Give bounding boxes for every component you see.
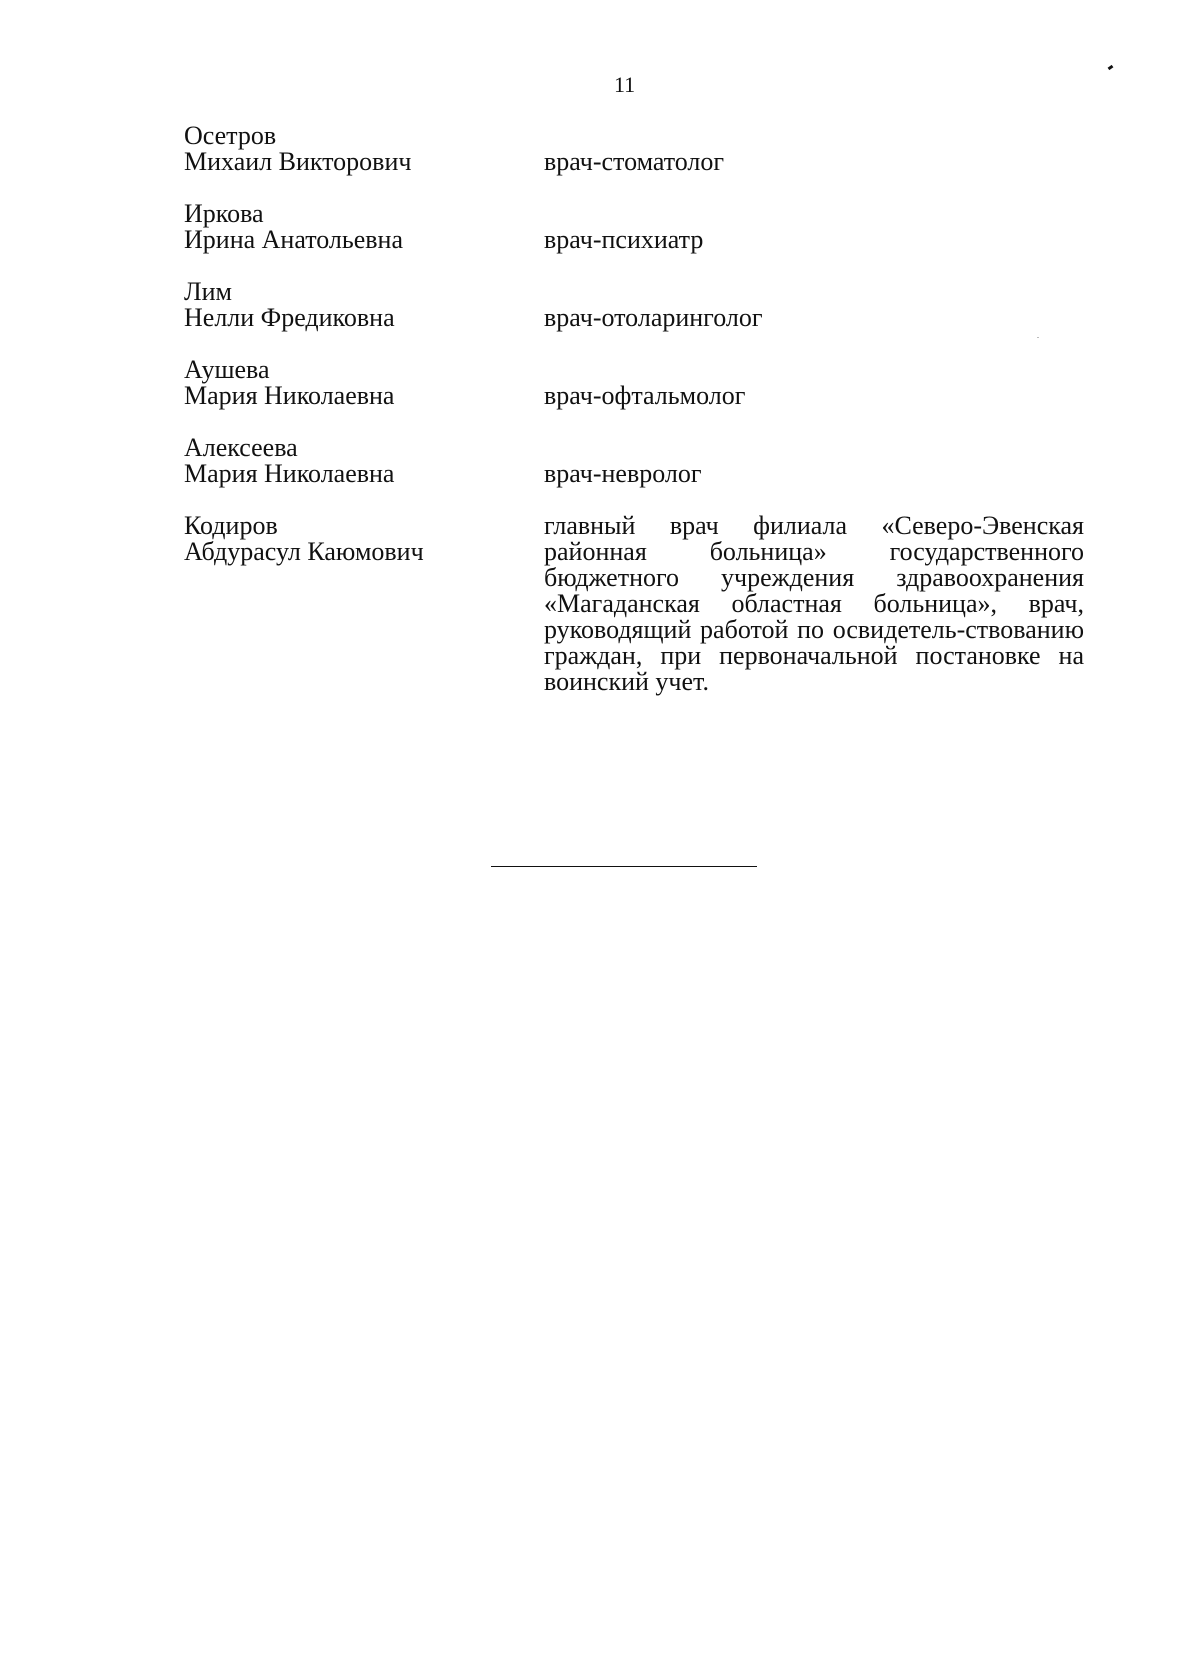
member-role: врач-психиатр	[544, 225, 704, 254]
member-name	[184, 357, 514, 409]
member-name	[184, 279, 514, 331]
member-surname: Алексеева	[184, 433, 298, 462]
member-given-names: Ирина Анатольевна	[184, 225, 403, 254]
member-role: главный врач филиала «Северо-Эвенская районная больница» государственного бюджетного учреждения здравоохранения «Магаданская областная больница», врач, руководящий работой по освидетель-ствованию граждан, при первоначальной постановке на воинский учет.	[544, 511, 1084, 696]
member-given-names: Михаил Викторович	[184, 147, 412, 176]
member-given-names: Нелли Фредиковна	[184, 303, 395, 332]
member-given-names: Мария Николаевна	[184, 459, 395, 488]
member-surname: Кодиров	[184, 511, 278, 540]
member-given-names: Мария Николаевна	[184, 381, 395, 410]
page-number: 11	[614, 72, 636, 97]
member-name	[184, 201, 514, 253]
scan-speck	[1037, 337, 1039, 338]
member-surname: Лим	[184, 277, 233, 306]
member-name	[184, 435, 514, 487]
member-surname: Иркова	[184, 199, 264, 228]
closing-rule	[491, 866, 757, 867]
member-name	[184, 123, 514, 175]
member-name	[184, 513, 514, 565]
scan-mark	[1108, 65, 1114, 70]
member-role: врач-стоматолог	[544, 147, 725, 176]
member-role: врач-офтальмолог	[544, 381, 746, 410]
member-role: врач-отоларинголог	[544, 303, 763, 332]
member-role: врач-невролог	[544, 459, 702, 488]
member-given-names: Абдурасул Каюмович	[184, 537, 424, 566]
member-surname: Аушева	[184, 355, 270, 384]
member-surname: Осетров	[184, 121, 277, 150]
